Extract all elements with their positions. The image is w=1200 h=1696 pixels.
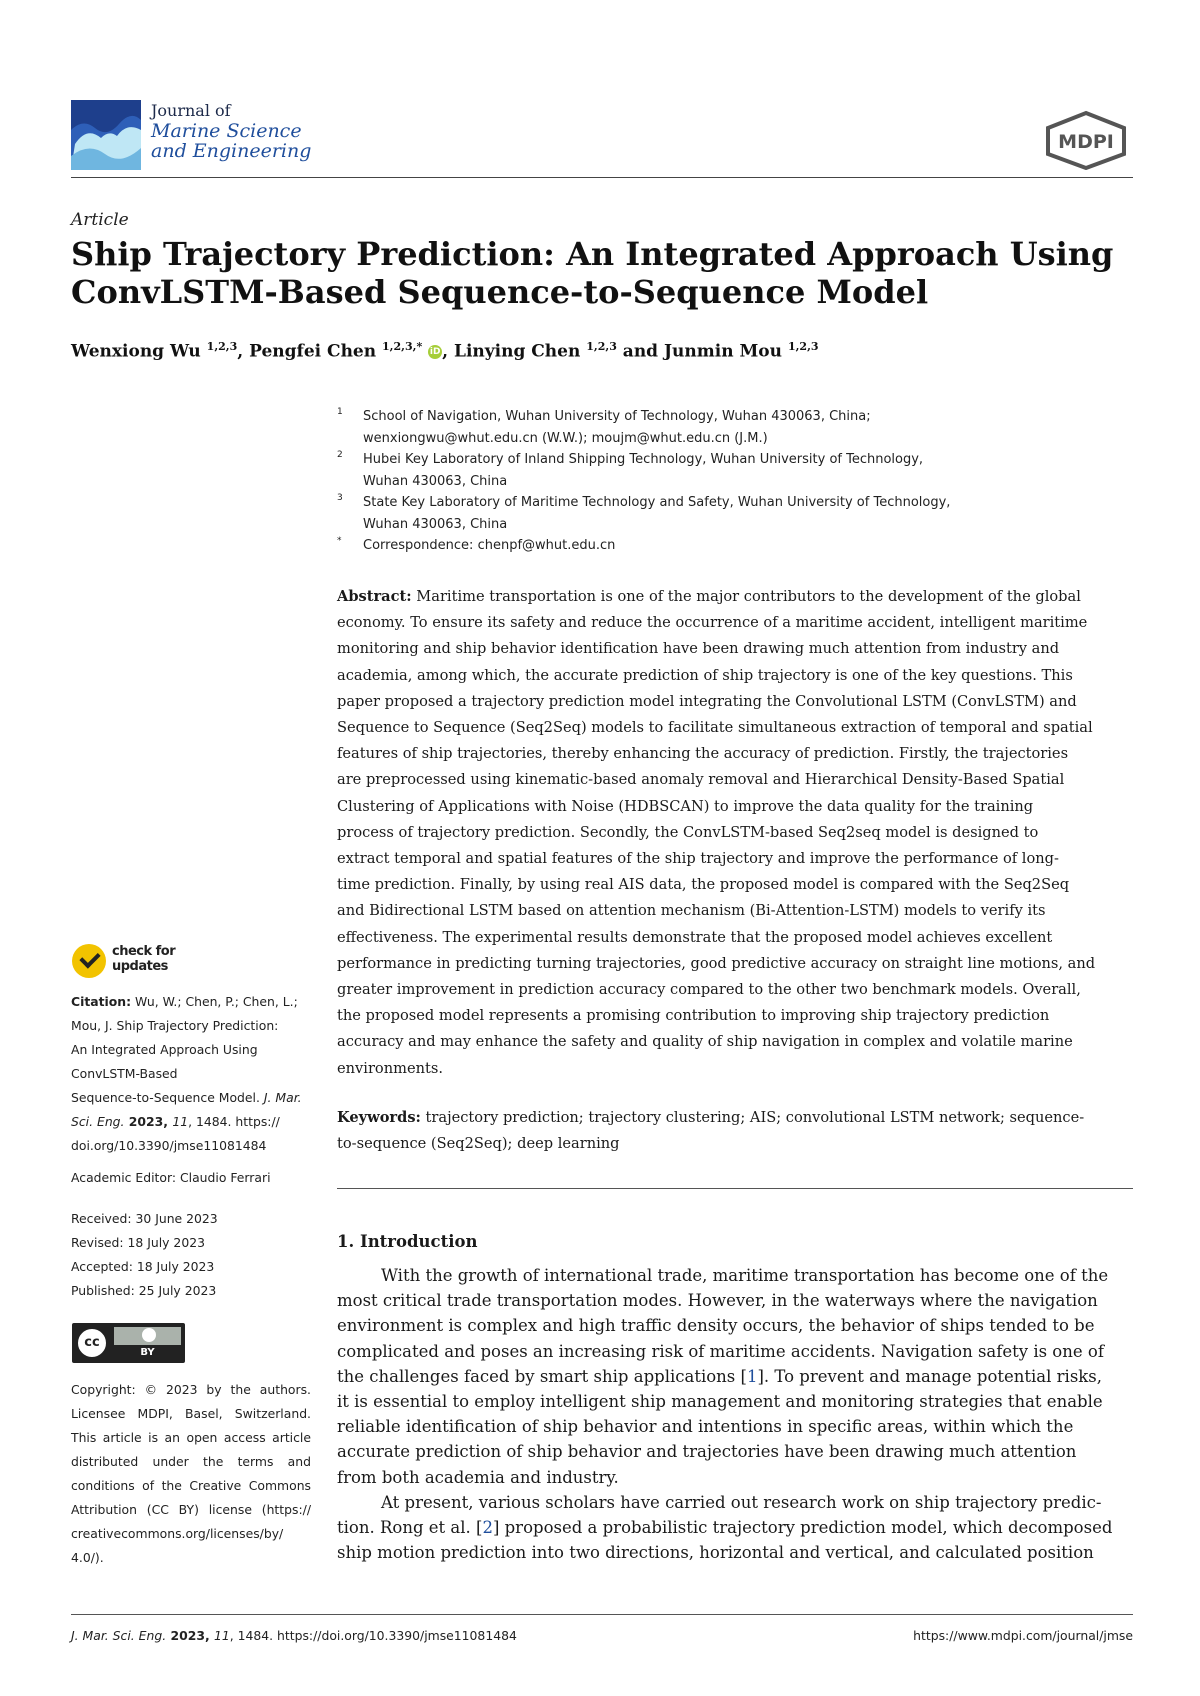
abstract-line: the proposed model represents a promising contribution to improving ship trajectory prediction (337, 1007, 1050, 1025)
abstract-line: greater improvement in prediction accuracy compared to the other two benchmark models. Overall, (337, 981, 1081, 999)
person-icon (142, 1328, 156, 1342)
author-name: Wenxiong Wu (71, 341, 201, 362)
copyright-line: This article is an open access article (71, 1430, 311, 1445)
paragraph-line: ship motion prediction into two directions, horizontal and vertical, and calculated position (337, 1543, 1094, 1563)
correspondence-email[interactable]: Correspondence: chenpf@whut.edu.cn (363, 538, 616, 553)
citation-journal: J. Mar. (263, 1090, 302, 1105)
abstract-line: extract temporal and spatial features of the ship trajectory and improve the performance of long- (337, 850, 1059, 868)
abstract-line: monitoring and ship behavior identification have been drawing much attention from industry and (337, 640, 1060, 658)
citation-text: Sequence-to-Sequence Model. (71, 1090, 264, 1105)
paragraph-text: the challenges faced by smart ship applications [ (337, 1366, 747, 1386)
abstract-line: features of ship trajectories, thereby enhancing the accuracy of prediction. Firstly, the trajectories (337, 745, 1069, 763)
author-conjunction: and (616, 341, 664, 362)
date-published: Published: 25 July 2023 (71, 1283, 217, 1298)
abstract-line: paper proposed a trajectory prediction model integrating the Convolutional LSTM (ConvLSTM) and (337, 692, 1077, 710)
cc-by-license-icon[interactable] (72, 1323, 185, 1363)
keywords-text: trajectory prediction; trajectory clustering; AIS; convolutional LSTM network; sequence- (420, 1109, 1085, 1126)
affiliation-line: Wuhan 430063, China (363, 473, 508, 489)
affiliation-number: 1 (337, 407, 343, 417)
copyright-line: 4.0/). (71, 1550, 104, 1565)
paragraph-line: most critical trade transportation modes. However, in the waterways where the navigation (337, 1291, 1098, 1311)
keywords-line: to-sequence (Seq2Seq); deep learning (337, 1135, 620, 1153)
academic-editor: Academic Editor: Claudio Ferrari (71, 1170, 271, 1185)
article-title-line2: ConvLSTM-Based Sequence-to-Sequence Model (71, 273, 929, 311)
correspondence-mark: * (337, 536, 342, 546)
citation-line: An Integrated Approach Using (71, 1042, 258, 1057)
paragraph-line: With the growth of international trade, maritime transportation has become one of the (381, 1266, 1109, 1285)
footer-citation (71, 1628, 517, 1643)
citation-line (71, 1110, 311, 1134)
citation-year: 2023, (124, 1114, 173, 1129)
abstract-text: Maritime transportation is one of the major contributors to the development of the global (411, 588, 1081, 605)
footer-journal-url[interactable]: https://www.mdpi.com/journal/jmse (913, 1628, 1133, 1643)
journal-name (151, 101, 311, 161)
citation-link[interactable]: 1 (746, 1366, 758, 1386)
footer-divider (71, 1614, 1133, 1615)
date-accepted: Accepted: 18 July 2023 (71, 1259, 215, 1274)
check-for-updates-label (112, 944, 175, 974)
journal-name-line1: Journal of (151, 101, 231, 120)
checkmark-icon (72, 944, 106, 978)
copyright-line: Attribution (CC BY) license (https:// (71, 1502, 311, 1517)
article-type: Article (71, 210, 129, 230)
abstract-line: environments. (337, 1059, 443, 1077)
paragraph-line: complicated and poses an increasing risk of maritime accidents. Navigation safety is one of (337, 1341, 1104, 1361)
paragraph-line: from both academia and industry. (337, 1467, 619, 1487)
abstract-line: academia, among which, the accurate prediction of ship trajectory is one of the key questions. This (337, 666, 1073, 684)
paragraph-line: At present, various scholars have carried out research work on ship trajectory predic- (381, 1492, 1102, 1512)
introduction-body (337, 1263, 1133, 1565)
date-revised: Revised: 18 July 2023 (71, 1235, 205, 1250)
citation-text: Wu, W.; Chen, P.; Chen, L.; (131, 994, 298, 1009)
check-label-line2: updates (112, 959, 168, 974)
author-name: Junmin Mou (664, 341, 783, 362)
orcid-icon[interactable]: iD (429, 346, 441, 357)
citation-doi-link[interactable]: doi.org/10.3390/jmse11081484 (71, 1138, 267, 1153)
abstract-line: economy. To ensure its safety and reduce the occurrence of a maritime accident, intelligent maritime (337, 614, 1088, 632)
abstract-label: Abstract: (337, 588, 412, 605)
author-separator: , (237, 341, 250, 362)
abstract-line: accuracy and may enhance the safety and quality of ship navigation in complex and volatile marine (337, 1033, 1073, 1051)
author-affiliation-marks: 1,2,3 (787, 340, 819, 353)
abstract-line: Clustering of Applications with Noise (HDBSCAN) to improve the data quality for the training (337, 797, 1034, 815)
author-name: Pengfei Chen (249, 341, 377, 362)
paragraph-line: environment is complex and high traffic density occurs, the behavior of ships tended to be (337, 1316, 1095, 1336)
affiliation-line: State Key Laboratory of Maritime Technology and Safety, Wuhan University of Technology, (363, 495, 951, 510)
affiliations (337, 406, 1057, 557)
affiliation-number: 3 (337, 493, 343, 503)
paragraph-line: reliable identification of ship behavior and intentions in specific areas, within which the (337, 1417, 1074, 1437)
mdpi-logo (1040, 110, 1132, 170)
citation-volume: 11 (172, 1114, 189, 1129)
article-title-line1: Ship Trajectory Prediction: An Integrated Approach Using (71, 235, 1114, 273)
author-separator: , (442, 341, 454, 362)
copyright-notice (71, 1378, 311, 1570)
paragraph-text: ] proposed a probabilistic trajectory prediction model, which decomposed (492, 1518, 1113, 1538)
check-label-line1: check for (112, 944, 176, 959)
keywords-line (337, 1105, 1133, 1131)
affiliation-line: School of Navigation, Wuhan University of Technology, Wuhan 430063, China; (363, 409, 871, 424)
check-for-updates-button[interactable] (72, 944, 192, 980)
journal-name-line3: and Engineering (151, 140, 312, 162)
citation-label: Citation: (71, 994, 132, 1009)
abstract-line (337, 584, 1133, 610)
citation-text: , 1484. https:// (188, 1114, 280, 1129)
mdpi-logo-text: MDPI (1058, 131, 1114, 153)
affiliation-line: Hubei Key Laboratory of Inland Shipping Technology, Wuhan University of Technology, (363, 452, 924, 467)
author-name: Linying Chen (454, 341, 581, 362)
abstract-line: performance in predicting turning trajectories, good predictive accuracy on straight line motions, and (337, 954, 1096, 972)
abstract-line: and Bidirectional LSTM based on attention mechanism (Bi-Attention-LSTM) models to verify its (337, 902, 1046, 920)
citation-block (71, 990, 311, 1158)
cc-by-label: BY (140, 1347, 155, 1358)
author-affiliation-marks: 1,2,3 (206, 340, 238, 353)
author-affiliation-marks: 1,2,3,* (382, 340, 423, 353)
license-link[interactable]: creativecommons.org/licenses/by/ (71, 1526, 284, 1541)
correspondence (337, 535, 1057, 557)
date-received: Received: 30 June 2023 (71, 1211, 218, 1226)
citation-line: Mou, J. Ship Trajectory Prediction: (71, 1018, 279, 1033)
affiliation-emails[interactable]: wenxiongwu@whut.edu.cn (W.W.); moujm@whut.edu.cn (J.M.) (363, 430, 768, 446)
footer-journal: J. Mar. Sci. Eng. (71, 1628, 167, 1643)
author-affiliation-marks: 1,2,3 (586, 340, 617, 353)
header-divider (71, 177, 1133, 178)
copyright-line: Copyright: © 2023 by the authors. (71, 1382, 311, 1397)
paragraph-text: ]. To prevent and manage potential risks, (757, 1366, 1103, 1386)
abstract-line: process of trajectory prediction. Secondly, the ConvLSTM-based Seq2seq model is designed to (337, 823, 1039, 841)
keywords-label: Keywords: (337, 1109, 421, 1126)
cc-icon: cc (76, 1327, 108, 1359)
paragraph-line: it is essential to employ intelligent ship management and monitoring strategies that enable (337, 1392, 1103, 1412)
citation-line: ConvLSTM-Based (71, 1066, 178, 1081)
footer-volume: 11 (213, 1628, 230, 1643)
copyright-line: Licensee MDPI, Basel, Switzerland. (71, 1406, 311, 1421)
article-title (71, 235, 1133, 311)
abstract-line: Sequence to Sequence (Seq2Seq) models to facilitate simultaneous extraction of temporal and spatial (337, 719, 1093, 737)
section-heading: 1. Introduction (337, 1232, 478, 1251)
paragraph-text: tion. Rong et al. [ (337, 1518, 483, 1538)
affiliation-line: Wuhan 430063, China (363, 516, 508, 532)
journal-logo (71, 100, 141, 170)
affiliation-item (337, 492, 1057, 535)
citation-link[interactable]: 2 (482, 1518, 493, 1538)
abstract-line: time prediction. Finally, by using real AIS data, the proposed model is compared with the Seq2Seq (337, 876, 1070, 894)
abstract-line: are preprocessed using kinematic-based anomaly removal and Hierarchical Density-Based Spatial (337, 771, 1065, 789)
keywords (337, 1105, 1133, 1157)
section-divider (337, 1188, 1133, 1189)
footer-doi-link[interactable]: , 1484. https://doi.org/10.3390/jmse11081484 (229, 1628, 517, 1643)
paragraph-line: accurate prediction of ship behavior and trajectories have been drawing much attention (337, 1442, 1077, 1462)
author-list (71, 340, 819, 362)
citation-line (71, 1086, 311, 1110)
citation-journal: Sci. Eng. (71, 1114, 125, 1129)
copyright-line: conditions of the Creative Commons (71, 1478, 311, 1493)
affiliation-number: 2 (337, 450, 343, 460)
footer-year: 2023, (166, 1628, 214, 1643)
journal-name-line2: Marine Science (151, 120, 302, 142)
affiliation-item (337, 406, 1057, 449)
abstract (337, 584, 1133, 1082)
paragraph-line (337, 1364, 1133, 1389)
affiliation-item (337, 449, 1057, 492)
abstract-line: effectiveness. The experimental results demonstrate that the proposed model achieves excellent (337, 928, 1053, 946)
publication-dates (71, 1207, 311, 1303)
paragraph-line (337, 1515, 1133, 1540)
copyright-line: distributed under the terms and (71, 1454, 311, 1469)
citation-line (71, 990, 311, 1014)
